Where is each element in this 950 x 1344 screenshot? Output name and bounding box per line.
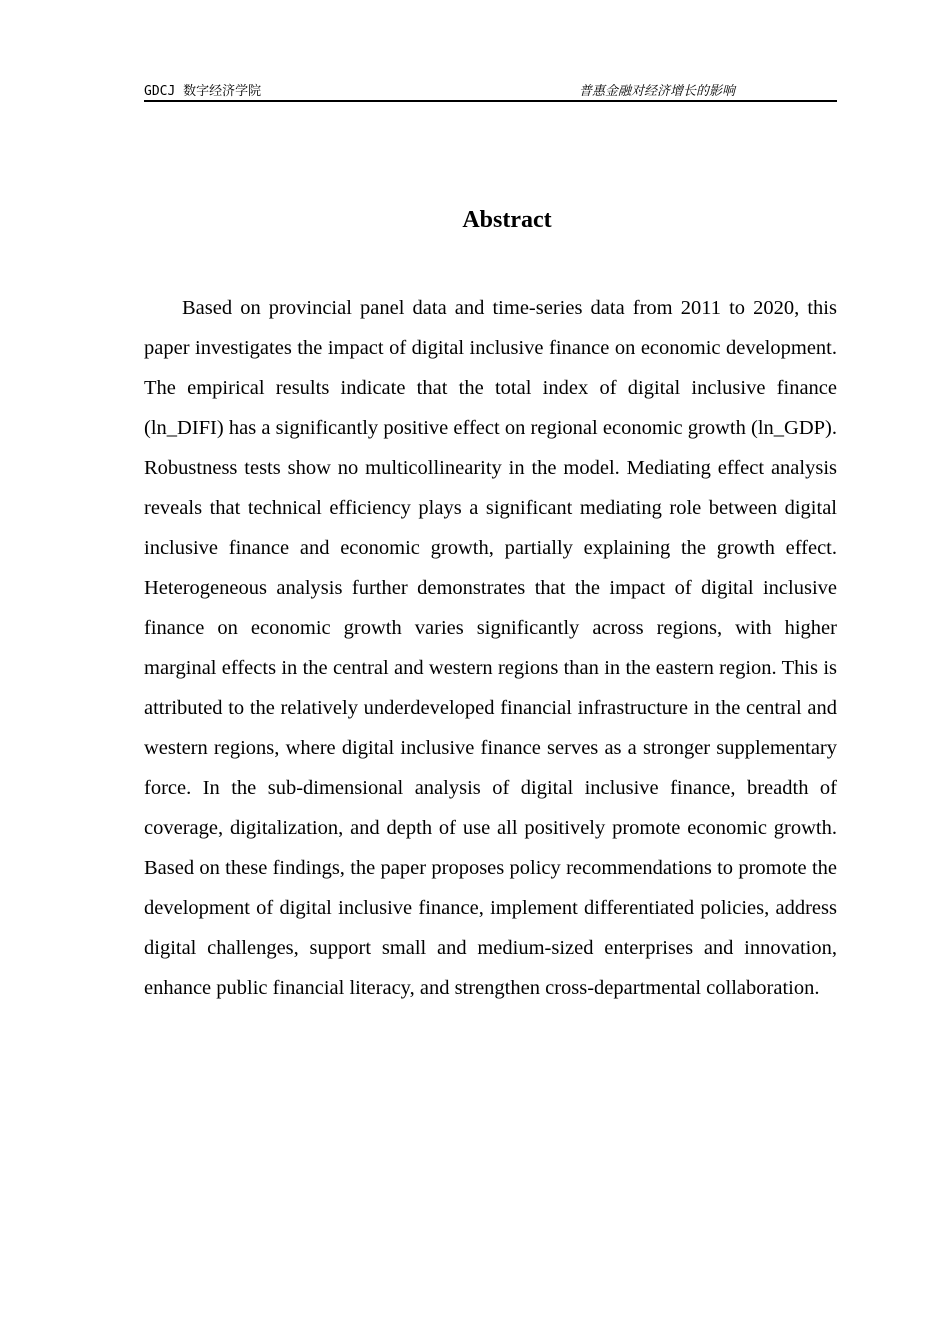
abstract-paragraph: Based on provincial panel data and time-series data from 2011 to 2020, this paper investigates the impact of digital inclusive finance on economic development. The empirical results indicate that the total index of digital inclusive finance (ln_DIFI) has a significantly positive effect on regional economic growth (ln_GDP). Robustness tests show no multicollinearity in the model. Mediating effect analysis reveals that technical efficiency plays a significant mediating role between digital inclusive finance and economic growth, partially explaining the growth effect. Heterogeneous analysis further demonstrates that the impact of digital inclusive finance on economic growth varies significantly across regions, with higher marginal effects in the central and western regions than in the eastern region. This is attributed to the relatively underdeveloped financial infrastructure in the central and western regions, where digital inclusive finance serves as a stronger supplementary force. In the sub-dimensional analysis of digital inclusive finance, breadth of coverage, digitalization, and depth of use all positively promote economic growth. Based on these findings, the paper proposes policy recommendations to promote the development of digital inclusive finance, implement differentiated policies, address digital challenges, support small and medium-sized enterprises and innovation, enhance public financial literacy, and strengthen cross-departmental collaboration. bbox=[144, 297, 837, 999]
header-thesis-title: 普惠金融对经济增长的影响 bbox=[579, 84, 736, 99]
header-institution: GDCJ 数字经济学院 bbox=[144, 84, 262, 99]
page-header bbox=[144, 78, 837, 102]
abstract-title: Abstract bbox=[462, 207, 552, 233]
